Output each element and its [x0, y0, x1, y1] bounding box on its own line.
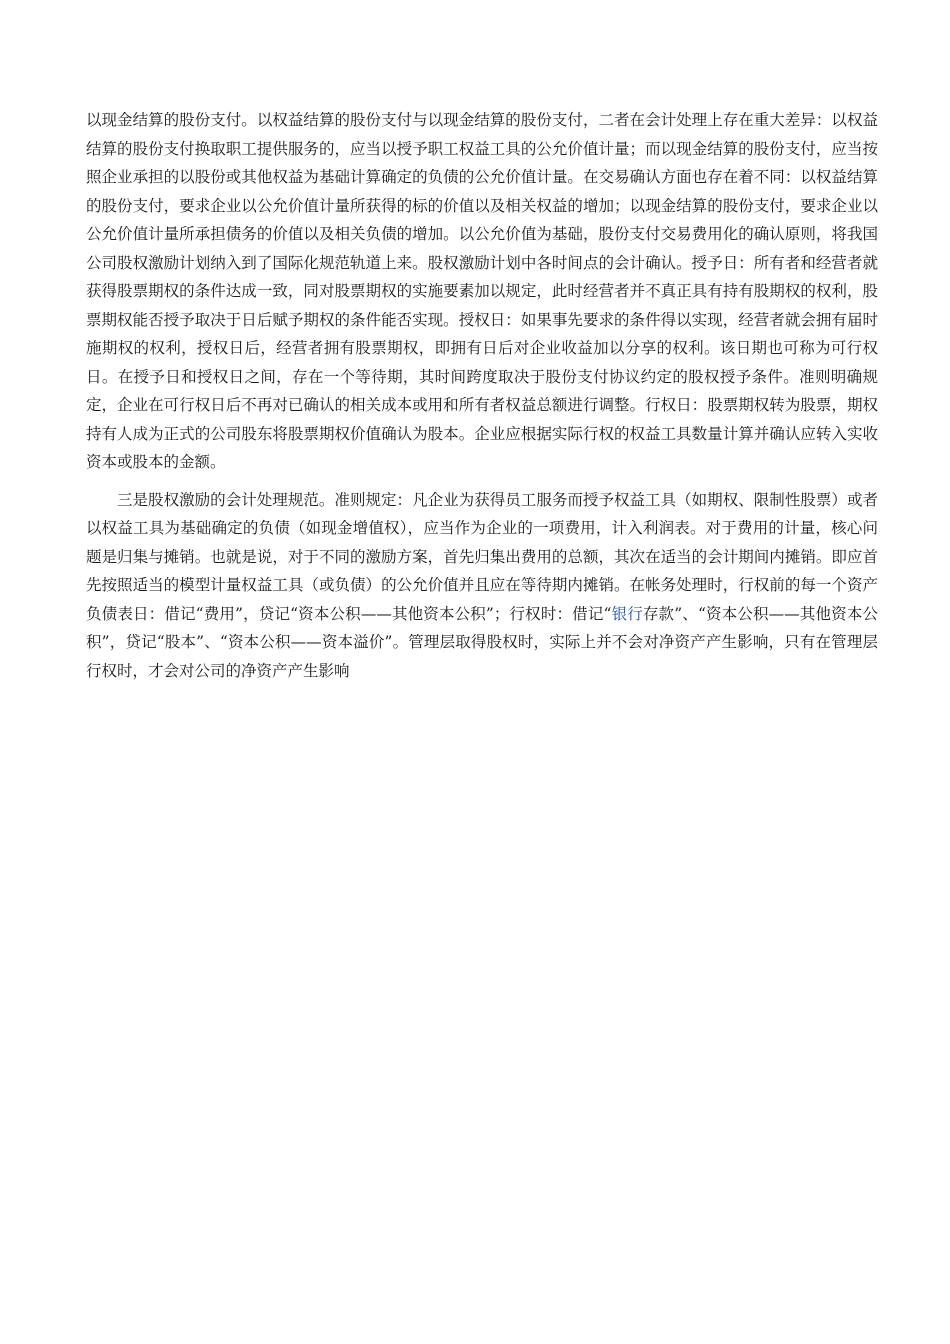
paragraph-share-payment: 以现金结算的股份支付。以权益结算的股份支付与以现金结算的股份支付，二者在会计处理上存在重大差异：以权益结算的股份支付换取职工提供服务的，应当以授予职工权益工具的公允价值计量；而以现金结算的股份支付，应当按照企业承担的以股份或其他权益为基础计算确定的负债的公允价值计量。在交易确认方面也存在着不同：以权益结算的股份支付，要求企业以公允价值计量所获得的标的价值以及相关权益的增加；以现金结算的股份支付，要求企业以公允价值计量所承担债务的价值以及相关负债的增加。以公允价值为基础，股份支付交易费用化的确认原则，将我国公司股权激励计划纳入到了国际化规范轨道上来。股权激励计划中各时间点的会计确认。授予日：所有者和经营者就获得股票期权的条件达成一致，同对股票期权的实施要素加以规定，此时经营者并不真正具有持有股期权的权利，股票期权能否授予取决于日后赋予期权的条件能否实现。授权日：如果事先要求的条件得以实现，经营者就会拥有届时施期权的权利，授权日后，经营者拥有股票期权，即拥有日后对企业收益加以分享的权利。该日期也可称为可行权日。在授予日和授权日之间，存在一个等待期，其时间跨度取决于股份支付协议约定的股权授予条件。准则明确规定，企业在可行权日后不再对已确认的相关成本或用和所有者权益总额进行调整。行权日：股票期权转为股票，期权持有人成为正式的公司股东将股票期权价值确认为股本。企业应根据实际行权的权益工具数量计算并确认应转入实收资本或股本的金额。	[86, 111, 878, 471]
bank-link[interactable]: 银行	[611, 604, 643, 623]
paragraph-text-before-link: 三是股权激励的会计处理规范。准则规定：凡企业为获得员工服务而授予权益工具（如期权、限制性股票）或者以权益工具为基础确定的负债（如现金增值权），应当作为企业的一项费用，计入利润表。对于费用的计量，核心问题是归集与摊销。也就是说，对于不同的激励方案，首先归集出费用的总额，其次在适当的会计期间内摊销。即应首先按照适当的模型计量权益工具（或负债）的公允价值并且应在等待期内摊销。在帐务处理时，行权前的每一个资产负债表日：借记“费用”，贷记“资本公积——其他资本公积”；行权时：借记“	[86, 490, 878, 623]
paragraph-accounting-rules	[86, 486, 878, 686]
document-body	[86, 106, 878, 685]
paragraph-text-after-link: 存款”、“资本公积——其他资本公积”，贷记“股本”、“资本公积——资本溢价”。管理层取得股权时，实际上并不会对净资产产生影响，只有在管理层行权时，才会对公司的净资产产生影响	[86, 604, 878, 680]
